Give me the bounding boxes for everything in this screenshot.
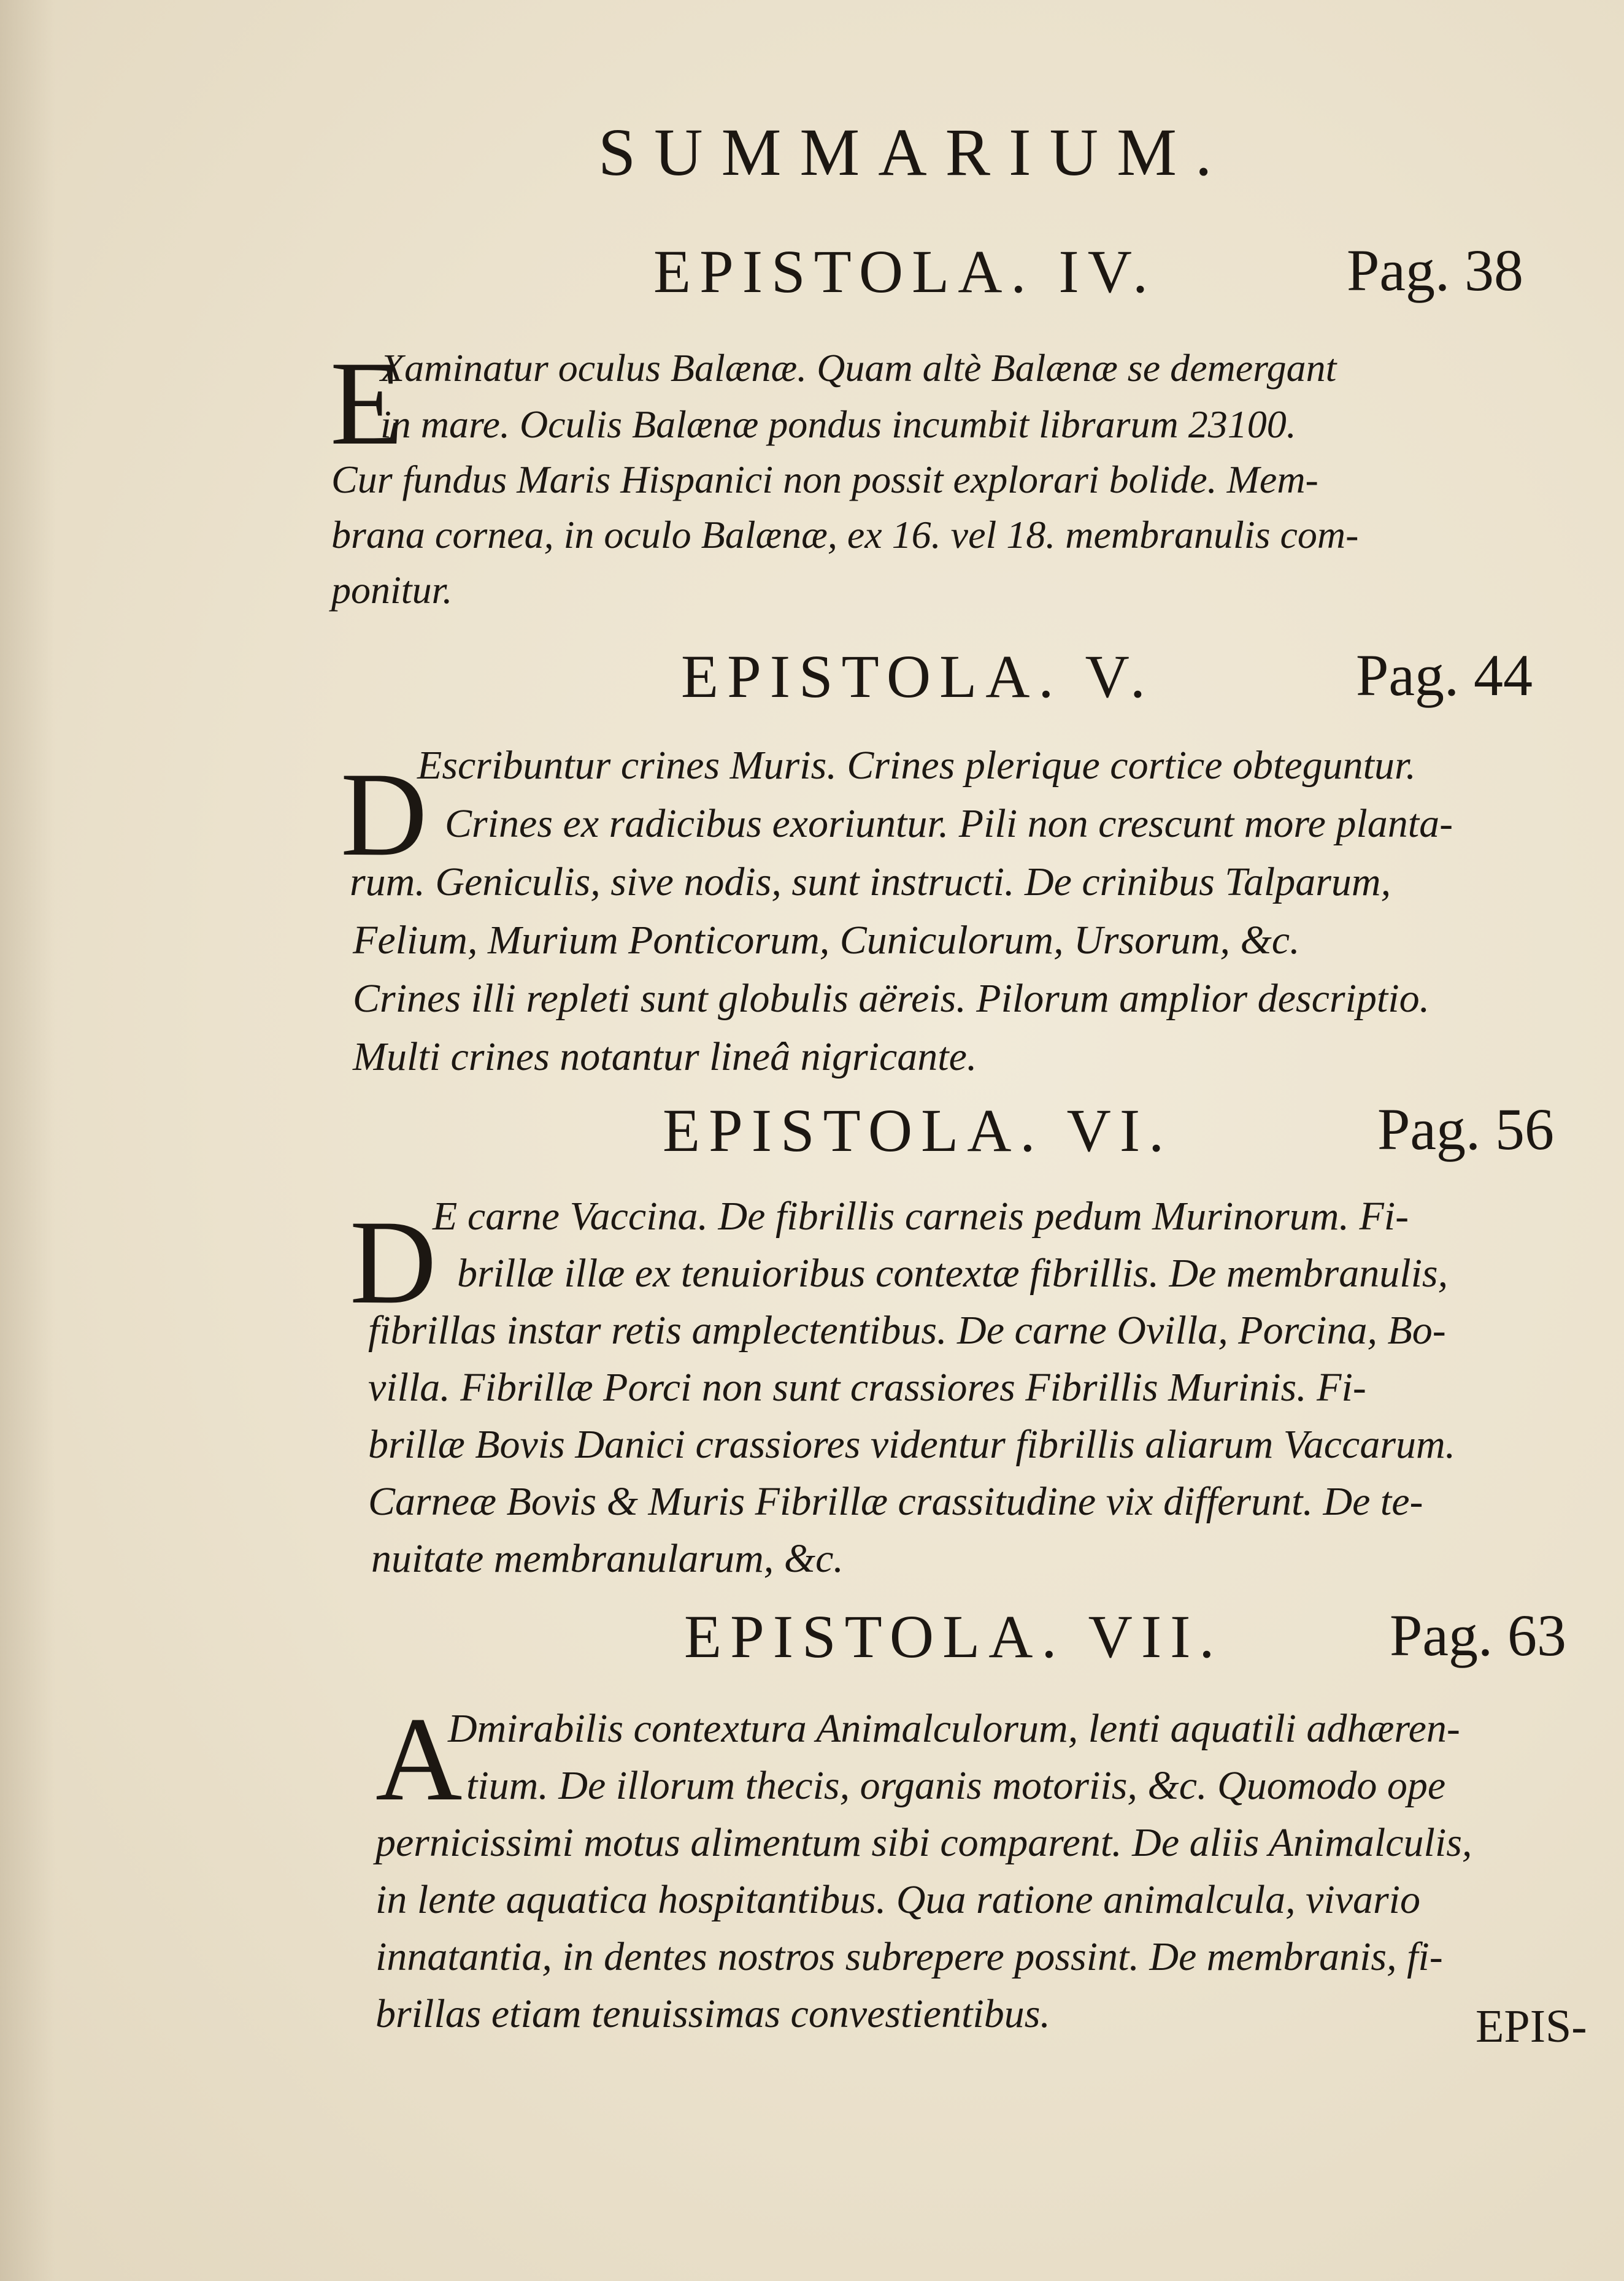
- summary-line: in mare. Oculis Balænæ pondus incumbit librarum 23100.: [380, 402, 1296, 446]
- summary-line: Dmirabilis contextura Animalculorum, lenti aquatili adhæren-: [448, 1706, 1460, 1751]
- page-title: SUMMARIUM.: [598, 115, 1231, 190]
- summary-line: tium. De illorum thecis, organis motoriis, &c. Quomodo ope: [466, 1763, 1446, 1808]
- summary-line: Xaminatur oculus Balænæ. Quam altè Balænæ se demergant: [380, 346, 1337, 390]
- summary-line: brillas etiam tenuissimas convestientibus.: [375, 1991, 1050, 2036]
- drop-cap: E: [330, 337, 404, 470]
- summary-line: Crines illi repleti sunt globulis aëreis. Pilorum amplior descriptio.: [353, 976, 1430, 1021]
- page-reference: Pag. 38: [1347, 237, 1523, 303]
- summary-line: fibrillas instar retis amplectentibus. De carne Ovilla, Porcina, Bo-: [368, 1308, 1446, 1353]
- summary-line: Cur fundus Maris Hispanici non possit explorari bolide. Mem-: [331, 458, 1318, 501]
- summary-line: Multi crines notantur lineâ nigricante.: [353, 1034, 977, 1079]
- section-heading-vii: [0, 1601, 1624, 1669]
- summary-line: Crines ex radicibus exoriuntur. Pili non crescunt more planta-: [445, 801, 1453, 846]
- section-heading-v: [0, 641, 1624, 709]
- summary-line: villa. Fibrillæ Porci non sunt crassiores Fibrillis Murinis. Fi-: [368, 1365, 1366, 1410]
- section-heading-iv: [0, 236, 1624, 304]
- summary-line: Felium, Murium Ponticorum, Cuniculorum, Ursorum, &c.: [353, 918, 1300, 963]
- section-heading-vi: [0, 1095, 1624, 1163]
- drop-cap: A: [375, 1693, 463, 1826]
- summary-line: E carne Vaccina. De fibrillis carneis pedum Murinorum. Fi-: [433, 1194, 1409, 1239]
- page-reference: Pag. 44: [1356, 642, 1533, 708]
- section-title: EPISTOLA. VII.: [684, 1602, 1223, 1671]
- page-reference: Pag. 63: [1390, 1602, 1566, 1668]
- catchword: EPIS-: [1476, 2001, 1587, 2052]
- summary-line: brana cornea, in oculo Balænæ, ex 16. vel 18. membranulis com-: [331, 513, 1359, 556]
- summary-line: Carneæ Bovis & Muris Fibrillæ crassitudine vix differunt. De te-: [368, 1479, 1423, 1524]
- summary-line: pernicissimi motus alimentum sibi comparent. De aliis Animalculis,: [375, 1820, 1472, 1865]
- page-reference: Pag. 56: [1377, 1096, 1554, 1162]
- summary-line: ponitur.: [331, 568, 453, 612]
- summary-line: innatantia, in dentes nostros subrepere possint. De membranis, fi-: [375, 1934, 1443, 1979]
- section-title: EPISTOLA. V.: [681, 642, 1154, 710]
- summary-line: rum. Geniculis, sive nodis, sunt instructi. De crinibus Talparum,: [350, 860, 1391, 904]
- section-title: EPISTOLA. IV.: [653, 237, 1157, 306]
- summary-line: nuitate membranularum, &c.: [371, 1536, 844, 1581]
- summary-line: brillæ illæ ex tenuioribus contextæ fibrillis. De membranulis,: [457, 1251, 1449, 1296]
- section-title: EPISTOLA. VI.: [663, 1096, 1173, 1164]
- summary-line: brillæ Bovis Danici crassiores videntur fibrillis aliarum Vaccarum.: [368, 1422, 1456, 1467]
- summary-line: in lente aquatica hospitantibus. Qua ratione animalcula, vivario: [375, 1877, 1421, 1922]
- drop-cap: D: [341, 748, 428, 881]
- summary-line: Escribuntur crines Muris. Crines plerique cortice obteguntur.: [417, 743, 1416, 788]
- drop-cap: D: [350, 1196, 437, 1329]
